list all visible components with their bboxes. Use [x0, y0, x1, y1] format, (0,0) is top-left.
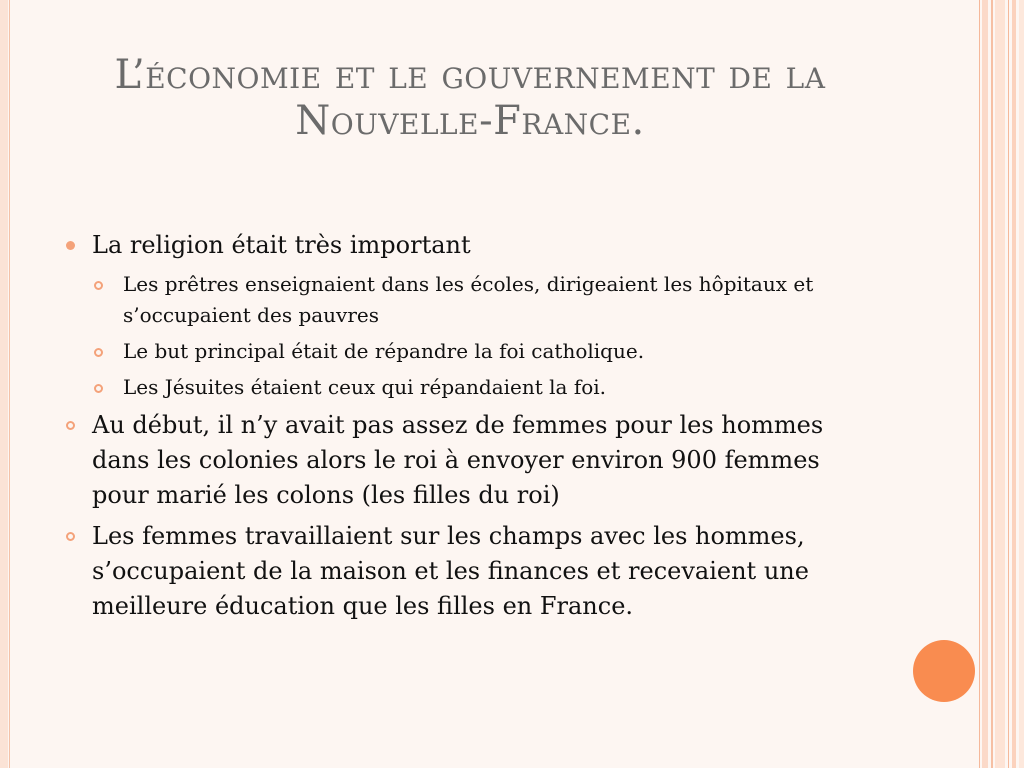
sub-bullet-item: [60, 372, 880, 403]
ring-bullet-icon: [94, 384, 103, 393]
bullet-text: Au début, il n’y avait pas assez de femmes pour les hommes dans les colonies alors le roi à envoyer environ 900 femmes pour marié les colons (les filles du roi): [92, 411, 824, 509]
left-border-decoration: [0, 0, 8, 768]
title-line-1: L’économie et le gouvernement de la: [114, 52, 826, 98]
stripe: [995, 0, 1005, 768]
sub-bullet-text: Les Jésuites étaient ceux qui répandaient la foi.: [123, 375, 607, 399]
stripe: [991, 0, 993, 768]
bullet-text: Les femmes travaillaient sur les champs avec les hommes, s’occupaient de la maison et les finances et recevaient une meilleure éducation que les filles en France.: [92, 522, 809, 620]
bullet-item: [60, 519, 880, 624]
stripe: [979, 0, 980, 768]
sub-bullet-text: Le but principal était de répandre la foi catholique.: [123, 339, 645, 363]
ring-bullet-icon: [66, 532, 75, 541]
slide-content: [60, 228, 880, 630]
bullet-item: [60, 228, 880, 263]
ring-bullet-icon: [94, 281, 103, 290]
filled-bullet-icon: [66, 241, 75, 250]
right-stripes-decoration: [979, 0, 1024, 768]
sub-bullet-item: [60, 269, 880, 331]
stripe: [1012, 0, 1016, 768]
sub-bullet-item: [60, 336, 880, 367]
ring-bullet-icon: [66, 421, 75, 430]
stripe: [982, 0, 988, 768]
bullet-item: [60, 408, 880, 513]
stripe: [1019, 0, 1024, 768]
stripe: [1008, 0, 1009, 768]
decorative-circle: [913, 640, 975, 702]
bullet-text: La religion était très important: [92, 231, 471, 259]
ring-bullet-icon: [94, 348, 103, 357]
sub-bullet-text: Les prêtres enseignaient dans les écoles, dirigeaient les hôpitaux et s’occupaient des pauvres: [123, 272, 814, 327]
slide-title: [60, 52, 880, 144]
left-border-line: [9, 0, 10, 768]
title-line-2: Nouvelle-France.: [295, 98, 645, 144]
